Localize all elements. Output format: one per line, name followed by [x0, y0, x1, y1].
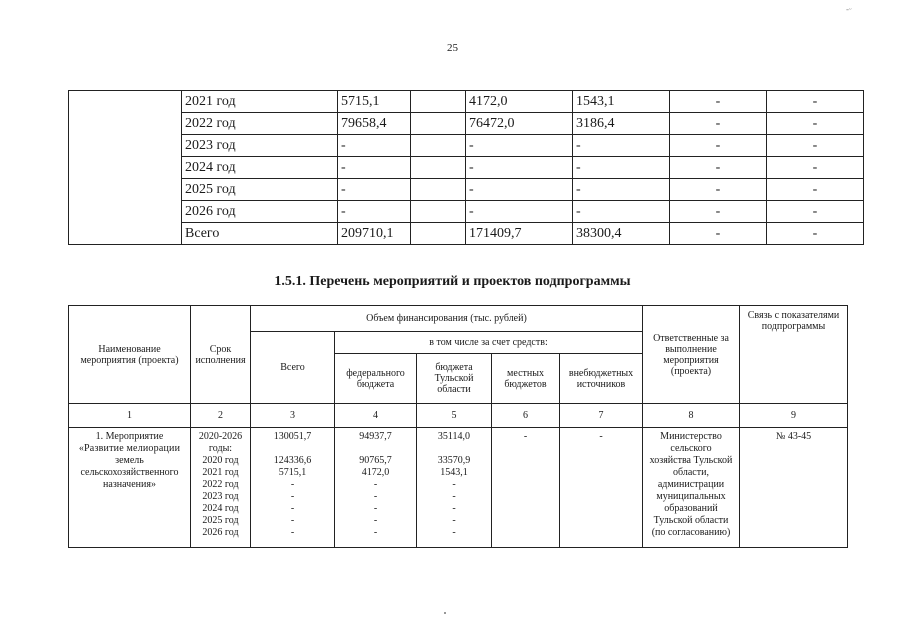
- empty-cell: [411, 91, 466, 113]
- line-value: сельскохозяйственного: [80, 467, 179, 478]
- corner-mark: -ᵕ: [846, 4, 852, 14]
- line-value: 124336,6: [273, 455, 312, 466]
- header-regional: бюджета Тульской области: [417, 354, 492, 404]
- year-row: [69, 91, 864, 113]
- year-cell: 2023 год: [182, 135, 338, 157]
- activity-name-cell: [69, 428, 191, 548]
- empty-cell: [411, 113, 466, 135]
- header-name: Наименование мероприятия (проекта): [69, 306, 191, 404]
- header-including: в том числе за счет средств:: [335, 332, 643, 354]
- line-value: 5715,1: [278, 467, 307, 478]
- line-value: 2022 год: [202, 479, 239, 490]
- line-value: 2024 год: [202, 503, 239, 514]
- extra-cell: -: [767, 113, 864, 135]
- federal-cell: -: [466, 179, 573, 201]
- federal-cell: 171409,7: [466, 223, 573, 245]
- extra-cell: -: [560, 428, 643, 548]
- year-row: [69, 223, 864, 245]
- empty-cell: [411, 135, 466, 157]
- regional-cell: 1543,1: [573, 91, 670, 113]
- line-value: 2020 год: [202, 455, 239, 466]
- column-number: 6: [492, 404, 560, 428]
- year-cell: 2024 год: [182, 157, 338, 179]
- line-value: (по согласованию): [651, 527, 731, 538]
- page-number: 25: [447, 42, 458, 54]
- column-number: 3: [251, 404, 335, 428]
- regional-cell: -: [573, 157, 670, 179]
- column-number: 2: [191, 404, 251, 428]
- line-value: «Развитие мелиорации: [78, 443, 181, 454]
- header-link: Связь с показателями подпрограммы: [740, 306, 848, 404]
- extra-cell: -: [767, 201, 864, 223]
- financing-by-year-table: [68, 90, 864, 245]
- empty-cell: [411, 157, 466, 179]
- line-value: 130051,7: [273, 431, 312, 442]
- year-row: [69, 135, 864, 157]
- total-cell: -: [338, 157, 411, 179]
- total-cell: 79658,4: [338, 113, 411, 135]
- empty-cell: [411, 179, 466, 201]
- year-cell: 2025 год: [182, 179, 338, 201]
- line-value: Тульской области: [653, 515, 729, 526]
- line-value: -: [290, 515, 295, 526]
- line-value: муниципальных: [656, 491, 726, 502]
- total-cell: -: [338, 135, 411, 157]
- line-value: -: [373, 491, 378, 502]
- total-cell: 209710,1: [338, 223, 411, 245]
- regional-cell: 38300,4: [573, 223, 670, 245]
- line-value: -: [290, 527, 295, 538]
- term-cell: [191, 428, 251, 548]
- line-value: 2021 год: [202, 467, 239, 478]
- total-cell: -: [338, 201, 411, 223]
- line-value: 1. Мероприятие: [95, 431, 164, 442]
- line-value: сельского: [670, 443, 712, 454]
- empty-cell: [411, 223, 466, 245]
- line-value: 2026 год: [202, 527, 239, 538]
- federal-cell: -: [466, 201, 573, 223]
- line-value: земель: [115, 455, 144, 466]
- regional-cell: 3186,4: [573, 113, 670, 135]
- column-number: 8: [643, 404, 740, 428]
- link-cell: № 43-45: [740, 428, 848, 548]
- local-cell: -: [670, 223, 767, 245]
- federal-cell: [335, 428, 417, 548]
- local-cell: -: [670, 157, 767, 179]
- local-cell: -: [670, 91, 767, 113]
- federal-cell: -: [466, 157, 573, 179]
- line-value: 2023 год: [202, 491, 239, 502]
- line-value: области,: [673, 467, 709, 478]
- line-value: -: [452, 479, 456, 490]
- line-value: -: [452, 503, 456, 514]
- line-value: 94937,7: [359, 431, 392, 442]
- total-cell: -: [338, 179, 411, 201]
- total-cell: [251, 428, 335, 548]
- line-value: назначения»: [103, 479, 156, 490]
- line-value: -: [373, 527, 378, 538]
- line-value: 1543,1: [440, 467, 468, 478]
- line-value: -: [373, 503, 378, 514]
- year-row: [69, 179, 864, 201]
- local-cell: -: [670, 179, 767, 201]
- column-number: 7: [560, 404, 643, 428]
- line-value: 33570,9: [437, 455, 471, 466]
- line-value: 35114,0: [437, 431, 471, 442]
- regional-cell: -: [573, 179, 670, 201]
- line-value: -: [452, 515, 456, 526]
- extra-cell: -: [767, 179, 864, 201]
- header-responsible: Ответственные за выполнение мероприятия (проекта): [643, 306, 740, 404]
- local-cell: -: [670, 135, 767, 157]
- column-number: 4: [335, 404, 417, 428]
- header-local: местных бюджетов: [492, 354, 560, 404]
- activities-table: [68, 305, 848, 548]
- line-value: администрации: [657, 479, 725, 490]
- column-number: 9: [740, 404, 848, 428]
- line-value: годы:: [208, 443, 233, 454]
- line-value: -: [452, 491, 456, 502]
- year-cell: 2026 год: [182, 201, 338, 223]
- column-number: 1: [69, 404, 191, 428]
- line-value: -: [373, 515, 378, 526]
- regional-cell: -: [573, 201, 670, 223]
- local-cell: -: [670, 113, 767, 135]
- year-cell: Всего: [182, 223, 338, 245]
- merged-empty-cell: [69, 91, 182, 245]
- line-value: -: [290, 503, 295, 514]
- empty-cell: [411, 201, 466, 223]
- local-cell: -: [670, 201, 767, 223]
- year-cell: 2022 год: [182, 113, 338, 135]
- line-value: образований: [664, 503, 718, 514]
- line-value: -: [452, 527, 456, 538]
- federal-cell: 4172,0: [466, 91, 573, 113]
- extra-cell: -: [767, 223, 864, 245]
- header-total: Всего: [251, 332, 335, 404]
- header-financing: Объем финансирования (тыс. рублей): [251, 306, 643, 332]
- line-value: 2020-2026: [198, 431, 243, 442]
- total-cell: 5715,1: [338, 91, 411, 113]
- federal-cell: 76472,0: [466, 113, 573, 135]
- year-row: [69, 157, 864, 179]
- year-cell: 2021 год: [182, 91, 338, 113]
- line-value: -: [290, 491, 295, 502]
- scan-dot: [444, 612, 446, 614]
- local-cell: -: [492, 428, 560, 548]
- regional-cell: [417, 428, 492, 548]
- line-value: Министерство: [660, 431, 722, 442]
- extra-cell: -: [767, 91, 864, 113]
- regional-cell: -: [573, 135, 670, 157]
- column-number: 5: [417, 404, 492, 428]
- line-value: 4172,0: [361, 467, 390, 478]
- responsible-cell: [643, 428, 740, 548]
- year-row: [69, 113, 864, 135]
- line-value: -: [373, 479, 378, 490]
- extra-cell: -: [767, 157, 864, 179]
- line-value: 2025 год: [202, 515, 239, 526]
- header-extra: внебюджетных источников: [560, 354, 643, 404]
- line-value: 90765,7: [359, 455, 392, 466]
- year-row: [69, 201, 864, 223]
- section-title: 1.5.1. Перечень мероприятий и проектов подпрограммы: [274, 274, 631, 289]
- line-value: хозяйства Тульской: [649, 455, 733, 466]
- header-federal: федерального бюджета: [335, 354, 417, 404]
- line-value: -: [290, 479, 295, 490]
- header-term: Срок исполнения: [191, 306, 251, 404]
- federal-cell: -: [466, 135, 573, 157]
- extra-cell: -: [767, 135, 864, 157]
